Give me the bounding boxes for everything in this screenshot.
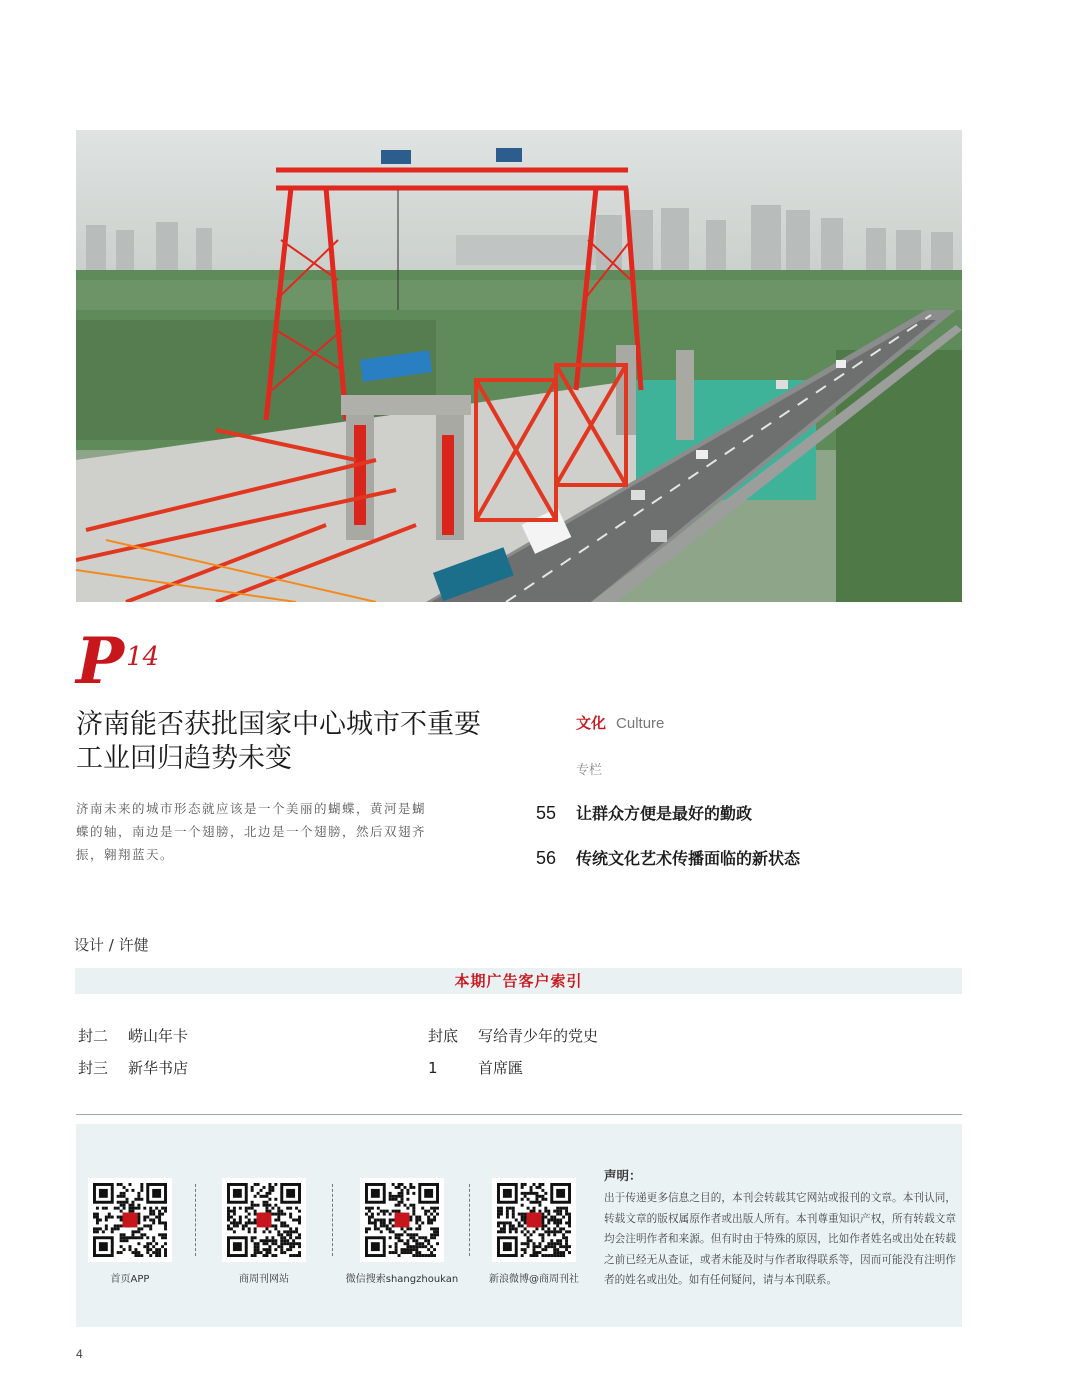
notice-body: 出于传递更多信息之目的，本刊会转载其它网站或报刊的文章。本刊认同，转载文章的版权属原作者或出版人所有。本刊尊重知识产权，所有转载文章均会注明作者和来源。但有时由于特殊的原因，比如作者姓名或出处在转载之前已经无从查证，或者未能及时与作者取得联系等，因而可能没有注明作者的姓名或出处。如有任何疑问，请与本刊联系。 — [604, 1192, 956, 1287]
page-reference-letter: P — [76, 624, 125, 699]
toc-title: 传统文化艺术传播面临的新状态 — [576, 849, 801, 868]
ad-position: 封二 — [78, 1027, 109, 1045]
designer-credit: 设计 / 许健 — [74, 936, 149, 954]
toc-title: 让群众方便是最好的勤政 — [576, 804, 753, 823]
ad-index-title: 本期广告客户索引 — [454, 972, 583, 990]
hero-photo — [76, 130, 962, 602]
ad-position: 封底 — [428, 1027, 459, 1045]
article-summary: 济南未来的城市形态就应该是一个美丽的蝴蝶，黄河是蝴蝶的轴，南边是一个翅膀，北边是一个翅膀，然后双翅齐振，翱翔蓝天。 — [76, 801, 427, 862]
footer-panel — [76, 1124, 962, 1327]
headline-line-1: 济南能否获批国家中心城市不重要 — [76, 709, 481, 740]
dashed-divider — [332, 1184, 333, 1256]
toc-item[interactable] — [536, 801, 752, 824]
page-number: 4 — [76, 1347, 83, 1361]
qr-label: 首页APP — [110, 1274, 150, 1285]
toc-page-number: 56 — [536, 848, 557, 868]
headline-line-2: 工业回归趋势未变 — [76, 743, 292, 774]
column-label: 专栏 — [576, 763, 603, 778]
ad-index-item — [78, 1025, 188, 1046]
ad-position: 封三 — [78, 1059, 109, 1077]
ad-client: 崂山年卡 — [128, 1027, 189, 1045]
qr-code-icon[interactable] — [360, 1178, 444, 1262]
qr-code-icon[interactable] — [88, 1178, 172, 1262]
article-headline[interactable] — [76, 708, 496, 776]
section-divider — [76, 1114, 962, 1115]
ad-client: 写给青少年的党史 — [478, 1027, 599, 1045]
notice-title: 声明： — [604, 1168, 642, 1183]
ad-position: 1 — [428, 1059, 438, 1077]
section-heading — [576, 712, 664, 733]
ad-index-header — [75, 968, 962, 994]
page-reference-number: 14 — [126, 642, 160, 672]
dashed-divider — [469, 1184, 470, 1256]
section-name-en: Culture — [616, 715, 665, 732]
section-name-cn: 文化 — [576, 714, 607, 732]
ad-index-item — [428, 1025, 598, 1046]
qr-label: 商周刊网站 — [239, 1274, 289, 1285]
ad-index-item — [78, 1057, 188, 1078]
qr-label: 新浪微博@商周刊社 — [489, 1274, 579, 1285]
toc-item[interactable] — [536, 846, 800, 869]
ad-index-item — [428, 1057, 523, 1078]
qr-code-icon[interactable] — [492, 1178, 576, 1262]
ad-client: 首席匯 — [478, 1059, 524, 1077]
ad-client: 新华书店 — [128, 1059, 189, 1077]
qr-label: 微信搜索shangzhoukan — [345, 1274, 459, 1285]
dashed-divider — [195, 1184, 196, 1256]
page-reference — [76, 624, 160, 699]
qr-code-icon[interactable] — [222, 1178, 306, 1262]
toc-page-number: 55 — [536, 803, 557, 823]
construction-site-illustration — [76, 130, 962, 602]
